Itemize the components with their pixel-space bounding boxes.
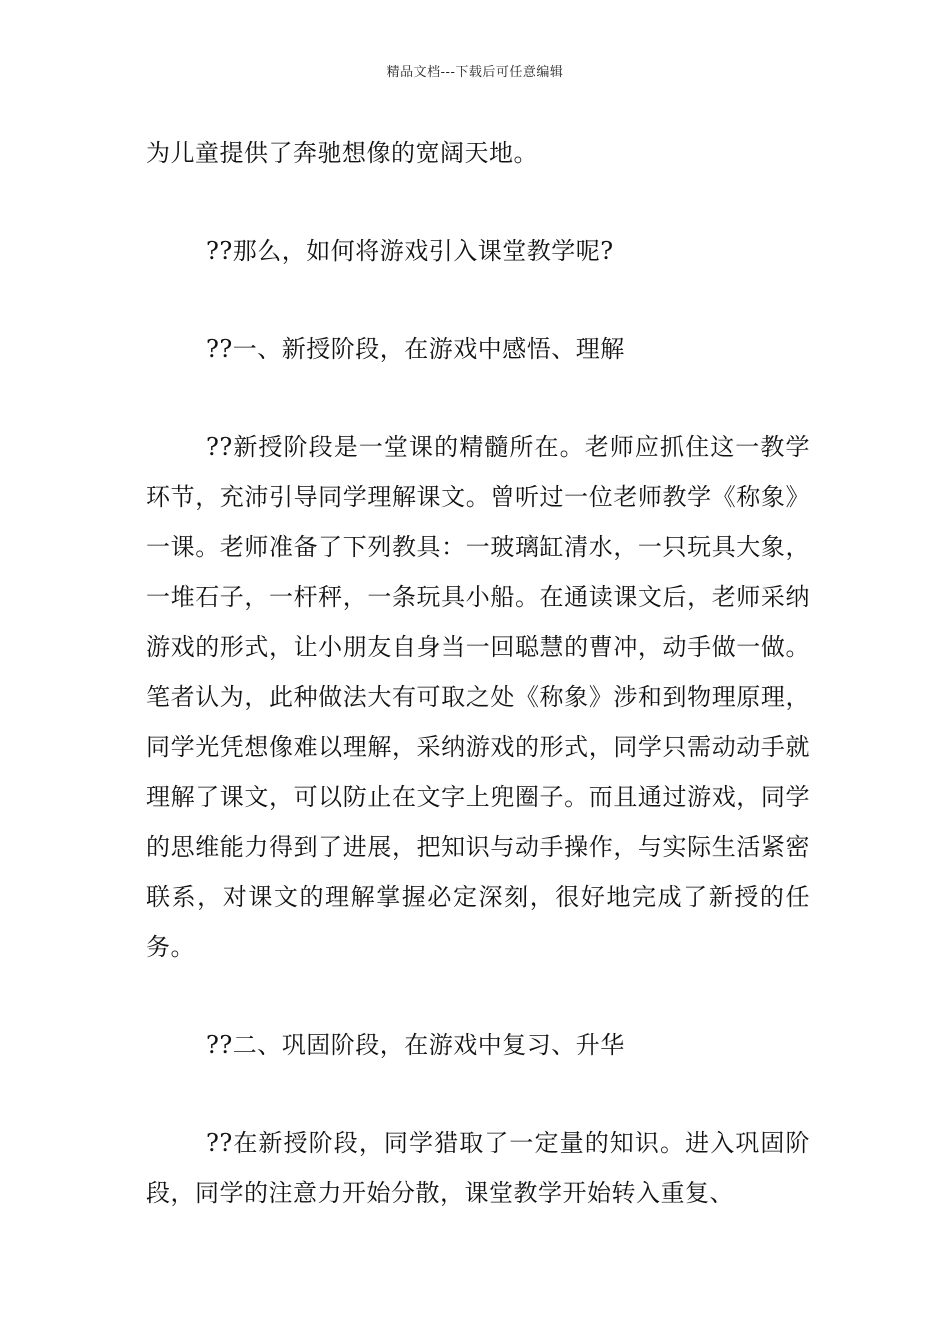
page-header: 精品文档---下载后可任意编辑 [386, 65, 564, 80]
paragraph-consolidation: ??在新授阶段，同学猎取了一定量的知识。进入巩固阶段，同学的注意力开始分散，课堂教学开始转入重复、 [146, 1129, 810, 1207]
section-heading-2: ??二、巩固阶段，在游戏中复习、升华 [206, 1031, 625, 1059]
document-body [146, 128, 810, 1218]
paragraph-new-lesson: ??新授阶段是一堂课的精髓所在。老师应抓住这一教学环节，充沛引导同学理解课文。曾听过一位老师教学《称象》一课。老师准备了下列教具：一玻璃缸清水，一只玩具大象，一堆石子，一杆秤，一条玩具小船。在通读课文后，老师采纳游戏的形式，让小朋友自身当一回聪慧的曹冲，动手做一做。笔者认为，此种做法大有可取之处《称象》涉和到物理原理，同学光凭想像难以理解，采纳游戏的形式，同学只需动动手就理解了课文，可以防止在文字上兜圈子。而且通过游戏，同学的思维能力得到了进展，把知识与动手操作，与实际生活紧密联系，对课文的理解掌握必定深刻，很好地完成了新授的任务。 [146, 433, 810, 961]
section-heading-1: ??一、新授阶段，在游戏中感悟、理解 [206, 335, 625, 363]
paragraph-question: ??那么，如何将游戏引入课堂教学呢? [206, 237, 614, 265]
paragraph-continuation: 为儿童提供了奔驰想像的宽阔天地。 [146, 139, 538, 167]
